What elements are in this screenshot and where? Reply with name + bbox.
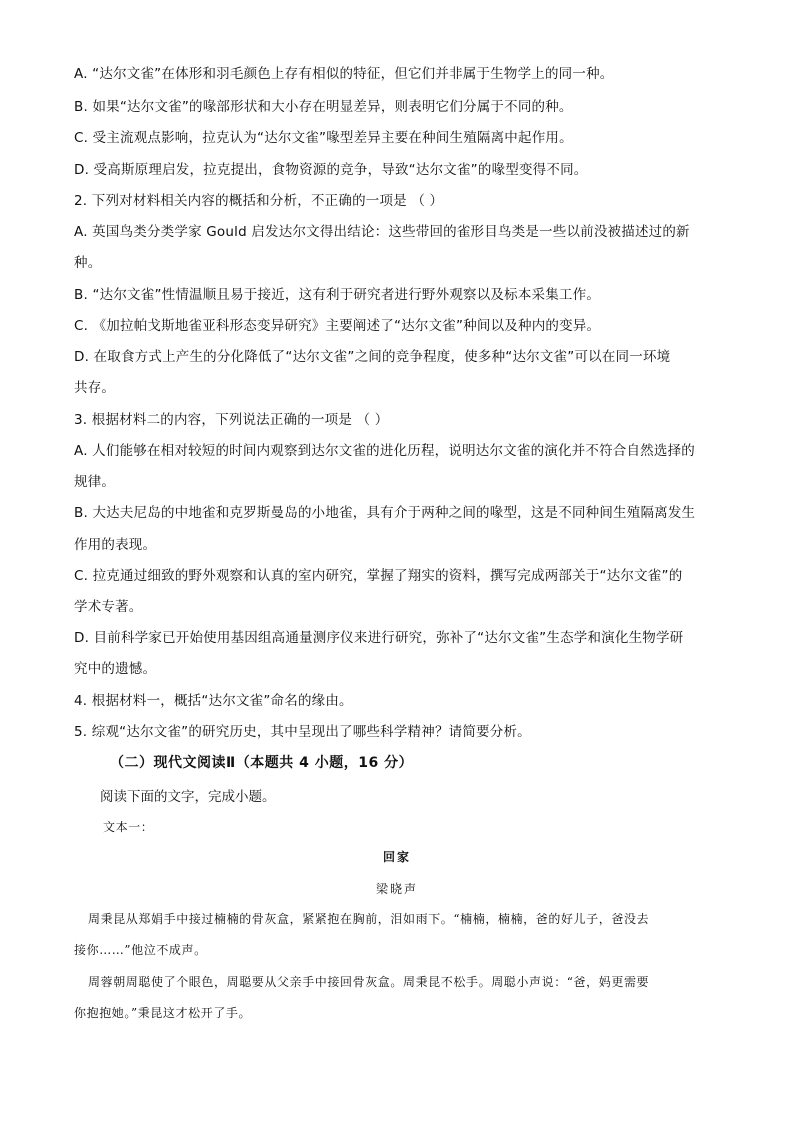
q2-option-b: B. “达尔文雀”性情温顺且易于接近，这有利于研究者进行野外观察以及标本采集工作。 [74,287,601,303]
q3-option-d-line2: 究中的遗憾。 [74,661,157,677]
q3-option-c-line1: C. 拉克通过细致的野外观察和认真的室内研究，掌握了翔实的资料，撰写完成两部关于“达尔文雀”的 [74,568,683,584]
q1-option-c: C. 受主流观点影响，拉克认为“达尔文雀”喙型差异主要在种间生殖隔离中起作用。 [74,130,573,146]
q3-option-b-line2: 作用的表现。 [74,537,157,553]
q4-stem: 4. 根据材料一，概括“达尔文雀”命名的缘由。 [74,693,353,709]
text1-author: 梁晓声 [375,882,418,896]
q2-option-d-line2: 共存。 [74,380,116,396]
q2-option-c: C. 《加拉帕戈斯地雀亚科形态变异研究》主要阐述了“达尔文雀”种间以及种内的变异。 [74,318,601,334]
q2-option-a-line2: 种。 [74,255,102,271]
q2-stem: 2. 下列对材料相关内容的概括和分析，不正确的一项是 （ ） [74,193,444,209]
text1-title: 回家 [382,850,411,864]
text1-paragraph-1-line1: 周秉昆从郑娟手中接过楠楠的骨灰盒，紧紧抱在胸前，泪如雨下。“楠楠，楠楠，爸的好儿子，爸没去 [88,912,650,926]
q3-option-c-line2: 学术专著。 [74,599,143,615]
text1-paragraph-2-line1: 周蓉朝周聪使了个眼色，周聪要从父亲手中接回骨灰盒。周秉昆不松手。周聪小声说：“爸，妈更需要 [88,975,650,989]
q3-option-b-line1: B. 大达夫尼岛的中地雀和克罗斯曼岛的小地雀，具有介于两种之间的喙型，这是不同种间生殖隔离发生 [74,505,696,521]
q3-stem: 3. 根据材料二的内容，下列说法正确的一项是 （ ） [74,412,389,428]
q3-option-d-line1: D. 目前科学家已开始使用基因组高通量测序仪来进行研究，弥补了“达尔文雀”生态学和演化生物学研 [74,630,684,646]
q1-option-d: D. 受高斯原理启发，拉克提出，食物资源的竞争，导致“达尔文雀”的喙型变得不同。 [74,162,588,178]
q2-option-a-line1: A. 英国鸟类分类学家 Gould 启发达尔文得出结论：这些带回的雀形目鸟类是一些以前没被描述过的新 [74,224,690,240]
q3-option-a-line1: A. 人们能够在相对较短的时间内观察到达尔文雀的进化历程，说明达尔文雀的演化并不符合自然选择的 [74,443,695,459]
section-title: （二）现代文阅读Ⅱ（本题共 4 小题，16 分） [110,755,414,771]
q1-option-b: B. 如果“达尔文雀”的喙部形状和大小存在明显差异，则表明它们分属于不同的种。 [74,99,573,115]
text1-label: 文本一： [103,820,154,834]
text1-paragraph-2-line2: 你抱抱她。”秉昆这才松开了手。 [74,1006,252,1020]
q3-option-a-line2: 规律。 [74,474,116,490]
q1-option-a: A. “达尔文雀”在体形和羽毛颜色上存有相似的特征，但它们并非属于生物学上的同一种。 [74,66,614,82]
q5-stem: 5. 综观“达尔文雀”的研究历史，其中呈现出了哪些科学精神？请简要分析。 [74,724,531,740]
section-instruction: 阅读下面的文字，完成小题。 [100,789,276,805]
q2-option-d-line1: D. 在取食方式上产生的分化降低了“达尔文雀”之间的竞争程度，使多种“达尔文雀”可以在同一环境 [74,349,671,365]
text1-paragraph-1-line2: 接你……”他泣不成声。 [74,943,207,957]
